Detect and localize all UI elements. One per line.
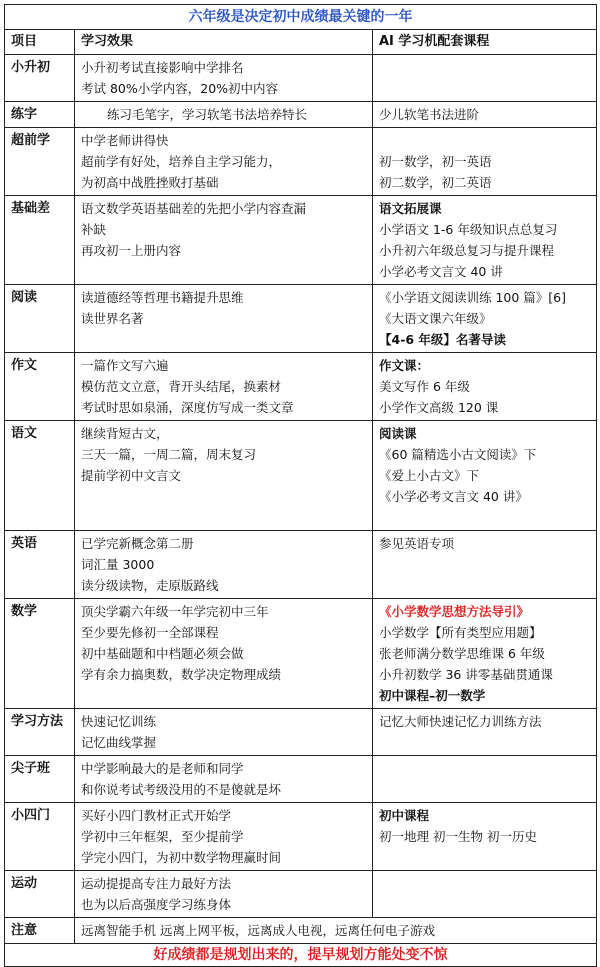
course-line: 小学语文 1-6 年级知识点总复习 [379, 222, 558, 237]
effect-line: 初中基础题和中档题必须会做 [81, 646, 244, 661]
course-line: 《大语文课六年级》 [379, 311, 492, 326]
table-row [5, 102, 597, 128]
row-course [373, 531, 597, 599]
row-category: 作文 [5, 353, 75, 421]
effect-line: 三天一篇，一周二篇，周末复习 [81, 447, 257, 462]
row-category: 小四门 [5, 803, 75, 871]
footer-slogan: 好成绩都是规划出来的，提早规划方能处变不惊 [5, 944, 597, 967]
row-course [373, 756, 597, 803]
row-effect [75, 102, 373, 128]
effect-line: 一篇作文写六遍 [81, 358, 169, 373]
effect-line: 中学老师讲得快 [81, 133, 169, 148]
course-line: 小学作文高级 120 课 [379, 400, 499, 415]
note-line: 远离智能手机 远离上网平板，远离成人电视，远离任何电子游戏 [81, 923, 435, 938]
row-effect [75, 531, 373, 599]
effect-line: 练习毛笔字，学习软笔书法培养特长 [107, 107, 308, 122]
effect-line: 超前学有好处，培养自主学习能力， [81, 154, 282, 169]
effect-line: 中学影响最大的是老师和同学 [81, 761, 244, 776]
row-effect [75, 196, 373, 285]
row-category: 运动 [5, 871, 75, 918]
course-line: 小升初数学 36 讲零基础贯通课 [379, 667, 553, 682]
effect-line: 也为以后高强度学习练身体 [81, 897, 232, 912]
course-line: 初二数学，初二英语 [379, 175, 492, 190]
row-category: 练字 [5, 102, 75, 128]
course-line: 小学必考文言文 40 讲 [379, 264, 503, 279]
row-effect [75, 756, 373, 803]
course-line [379, 130, 590, 151]
table-row [5, 421, 597, 531]
table-row [5, 756, 597, 803]
course-line: 参见英语专项 [379, 536, 455, 551]
row-effect [75, 285, 373, 353]
course-line: 张老师满分数学思维课 6 年级 [379, 646, 545, 661]
row-effect [75, 871, 373, 918]
header-course: AI 学习机配套课程 [373, 30, 597, 55]
row-effect [75, 803, 373, 871]
table-row [5, 709, 597, 756]
row-category: 超前学 [5, 128, 75, 196]
row-course [373, 128, 597, 196]
effect-line: 学初中三年框架，至少提前学 [81, 829, 244, 844]
row-course [373, 871, 597, 918]
course-line: 小学数学【所有类型应用题】 [379, 625, 542, 640]
table-row [5, 55, 597, 102]
table-row [5, 285, 597, 353]
course-heading: 作文课： [379, 358, 430, 373]
table-row [5, 803, 597, 871]
effect-line: 记忆曲线掌握 [81, 735, 157, 750]
table-row [5, 599, 597, 709]
course-heading: 【4-6 年级】名著导读 [379, 332, 506, 347]
effect-line: 小升初考试直接影响中学排名 [81, 60, 244, 75]
row-effect [75, 55, 373, 102]
course-line: 《小学必考文言文 40 讲》 [379, 489, 528, 504]
course-heading: 阅读课 [379, 426, 417, 441]
row-effect [75, 353, 373, 421]
effect-line: 读世界名著 [81, 311, 144, 326]
row-course [373, 102, 597, 128]
page-title: 六年级是决定初中成绩最关键的一年 [5, 5, 597, 30]
effect-line: 语文数学英语基础差的先把小学内容查漏 [81, 201, 307, 216]
course-line: 《60 篇精选小古文阅读》下 [379, 447, 537, 462]
note-text [75, 918, 597, 944]
title-row [5, 5, 597, 30]
effect-line: 继续背短古文， [81, 426, 169, 441]
row-category: 阅读 [5, 285, 75, 353]
row-category: 英语 [5, 531, 75, 599]
effect-line: 快速记忆训练 [81, 714, 157, 729]
effect-line: 已学完新概念第二册 [81, 536, 194, 551]
table-row [5, 128, 597, 196]
table-row [5, 353, 597, 421]
course-line: 《爱上小古文》下 [379, 468, 480, 483]
effect-line: 至少要先修初一全部课程 [81, 625, 219, 640]
course-highlight: 《小学数学思想方法导引》 [379, 604, 530, 619]
row-category: 学习方法 [5, 709, 75, 756]
course-heading: 初中课程 [379, 808, 430, 823]
effect-line: 再攻初一上册内容 [81, 243, 182, 258]
effect-line: 学完小四门，为初中数学物理赢时间 [81, 850, 282, 865]
course-heading: 语文拓展课 [379, 201, 442, 216]
table-row [5, 531, 597, 599]
row-category: 基础差 [5, 196, 75, 285]
effect-line: 考试时思如泉涌，深度仿写成一类文章 [81, 400, 294, 415]
effect-line: 读分级读物，走原版路线 [81, 578, 219, 593]
effect-line: 模仿范文立意，背开头结尾，换素材 [81, 379, 282, 394]
header-row [5, 30, 597, 55]
row-course [373, 55, 597, 102]
course-line: 美文写作 6 年级 [379, 379, 470, 394]
row-category: 小升初 [5, 55, 75, 102]
note-row [5, 918, 597, 944]
row-effect [75, 421, 373, 531]
effect-line: 运动提提高专注力最好方法 [81, 876, 232, 891]
course-line: 初一地理 初一生物 初一历史 [379, 829, 537, 844]
footer-row [5, 944, 597, 967]
row-course [373, 196, 597, 285]
row-category: 数学 [5, 599, 75, 709]
effect-line: 提前学初中文言文 [81, 468, 182, 483]
effect-line: 买好小四门教材正式开始学 [81, 808, 232, 823]
effect-line: 词汇量 3000 [81, 557, 155, 572]
row-course [373, 599, 597, 709]
row-effect [75, 128, 373, 196]
row-course [373, 285, 597, 353]
course-heading: 初中课程–初一数学 [379, 688, 486, 703]
row-category: 语文 [5, 421, 75, 531]
row-effect [75, 599, 373, 709]
course-line: 初一数学，初一英语 [379, 154, 492, 169]
header-item: 项目 [5, 30, 75, 55]
row-course [373, 709, 597, 756]
effect-line: 为初高中战胜挫败打基础 [81, 175, 219, 190]
course-line: 小升初六年级总复习与提升课程 [379, 243, 555, 258]
note-category: 注意 [5, 918, 75, 944]
header-effect: 学习效果 [75, 30, 373, 55]
row-course [373, 803, 597, 871]
course-line: 《小学语文阅读训练 100 篇》[6] [379, 290, 567, 305]
row-course [373, 421, 597, 531]
table-row [5, 871, 597, 918]
row-category: 尖子班 [5, 756, 75, 803]
effect-line: 和你说考试考级没用的不是傻就是坏 [81, 782, 282, 797]
row-course [373, 353, 597, 421]
course-line: 记忆大师快速记忆力训练方法 [379, 714, 542, 729]
effect-line: 学有余力搞奥数，数学决定物理成绩 [81, 667, 282, 682]
course-plan-document [4, 4, 596, 967]
table-row [5, 196, 597, 285]
row-effect [75, 709, 373, 756]
effect-line: 读道德经等哲理书籍提升思维 [81, 290, 244, 305]
effect-line: 补缺 [81, 222, 107, 237]
effect-line: 考试 80%小学内容，20%初中内容 [81, 81, 279, 96]
effect-line: 顶尖学霸六年级一年学完初中三年 [81, 604, 269, 619]
course-line: 少儿软笔书法进阶 [379, 107, 480, 122]
course-plan-table [4, 4, 597, 967]
